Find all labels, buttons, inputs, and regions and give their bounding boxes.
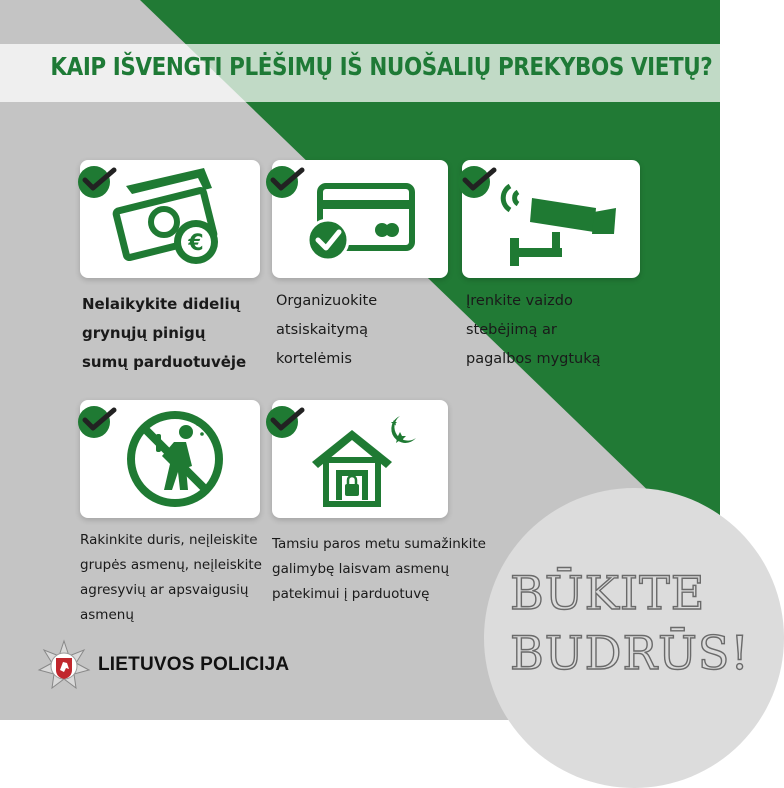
credit-card-check-icon <box>306 182 418 262</box>
check-icon <box>266 166 298 198</box>
police-star-logo-icon <box>38 640 90 692</box>
slogan-line-1: BŪKITE <box>510 566 706 620</box>
check-icon <box>78 406 110 438</box>
tip-caption-night: Tamsiu paros metu sumažinkite galimybę laisvam asmenų patekimui į parduotuvę <box>272 536 486 602</box>
security-camera-icon <box>496 176 626 268</box>
organization-name: LIETUVOS POLICIJA <box>98 654 290 675</box>
check-icon <box>458 166 490 198</box>
money-euro-icon <box>108 178 233 268</box>
check-icon <box>78 166 110 198</box>
slogan-line-2: BUDRŪS! <box>510 626 750 680</box>
tip-caption-doors: Rakinkite duris, neįleiskite grupės asmenų, neįleiskite agresyvių ar apsvaigusių asmenų <box>80 532 262 623</box>
page-title: KAIP IŠVENGTI PLĖŠIMŲ IŠ NUOŠALIŲ PREKYBOS VIETŲ? <box>50 52 713 81</box>
svg-text:€: € <box>188 231 204 256</box>
tip-caption-payment: Organizuokite atsiskaitymą kortelėmis <box>276 293 378 367</box>
no-intoxicated-person-icon <box>122 406 228 512</box>
locked-house-night-icon <box>308 410 426 510</box>
tip-caption-surveillance: Įrenkite vaizdo stebėjimą ar pagalbos mygtuką <box>466 293 601 367</box>
tip-caption-cash: Nelaikykite didelių grynųjų pinigų sumų parduotuvėje <box>82 295 247 371</box>
check-icon <box>266 406 298 438</box>
